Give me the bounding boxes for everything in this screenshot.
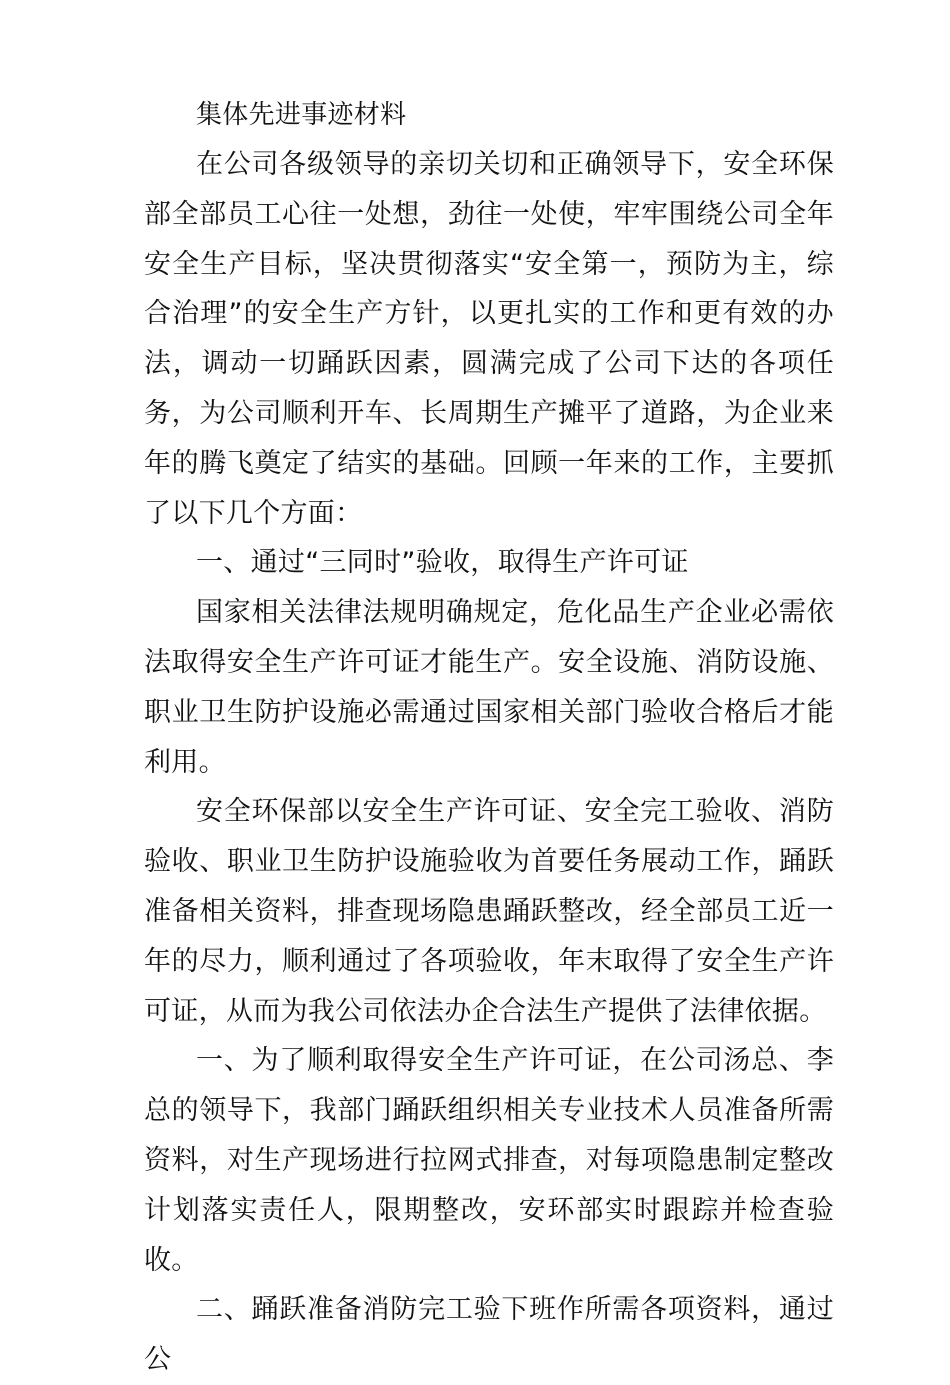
document-body xyxy=(144,90,834,1385)
paragraph-regulation: 国家相关法律法规明确规定，危化品生产企业必需依法取得安全生产许可证才能生产。安全设施、消防设施、职业卫生防护设施必需通过国家相关部门验收合格后才能利用。 xyxy=(144,597,834,778)
paragraph-item-one: 一、为了顺利取得安全生产许可证，在公司汤总、李总的领导下，我部门踊跃组织相关专业技术人员准备所需资料，对生产现场进行拉网式排查，对每项隐患制定整改计划落实责任人，限期整改，安环部实时跟踪并检查验收。 xyxy=(144,1045,834,1276)
document-title: 集体先进事迹材料 xyxy=(196,100,407,130)
paragraph-item-two: 二、踊跃准备消防完工验下班作所需各项资料，通过公 xyxy=(144,1294,834,1376)
paragraph-acceptance: 安全环保部以安全生产许可证、安全完工验收、消防验收、职业卫生防护设施验收为首要任务展动工作，踊跃准备相关资料，排查现场隐患踊跃整改，经全部员工近一年的尽力，顺利通过了各项验收，年末取得了安全生产许可证，从而为我公司依法办企合法生产提供了法律依据。 xyxy=(144,796,834,1027)
section-heading: 一、通过“三同时”验收，取得生产许可证 xyxy=(196,547,689,579)
paragraph-intro: 在公司各级领导的亲切关切和正确领导下，安全环保部全部员工心往一处想，劲往一处使，牢牢围绕公司全年安全生产目标，坚决贯彻落实“安全第一，预防为主，综合治理”的安全生产方针，以更扎实的工作和更有效的办法，调动一切踊跃因素，圆满完成了公司下达的各项任务，为公司顺利开车、长周期生产摊平了道路，为企业来年的腾飞奠定了结实的基础。回顾一年来的工作，主要抓了以下几个方面： xyxy=(144,149,834,529)
